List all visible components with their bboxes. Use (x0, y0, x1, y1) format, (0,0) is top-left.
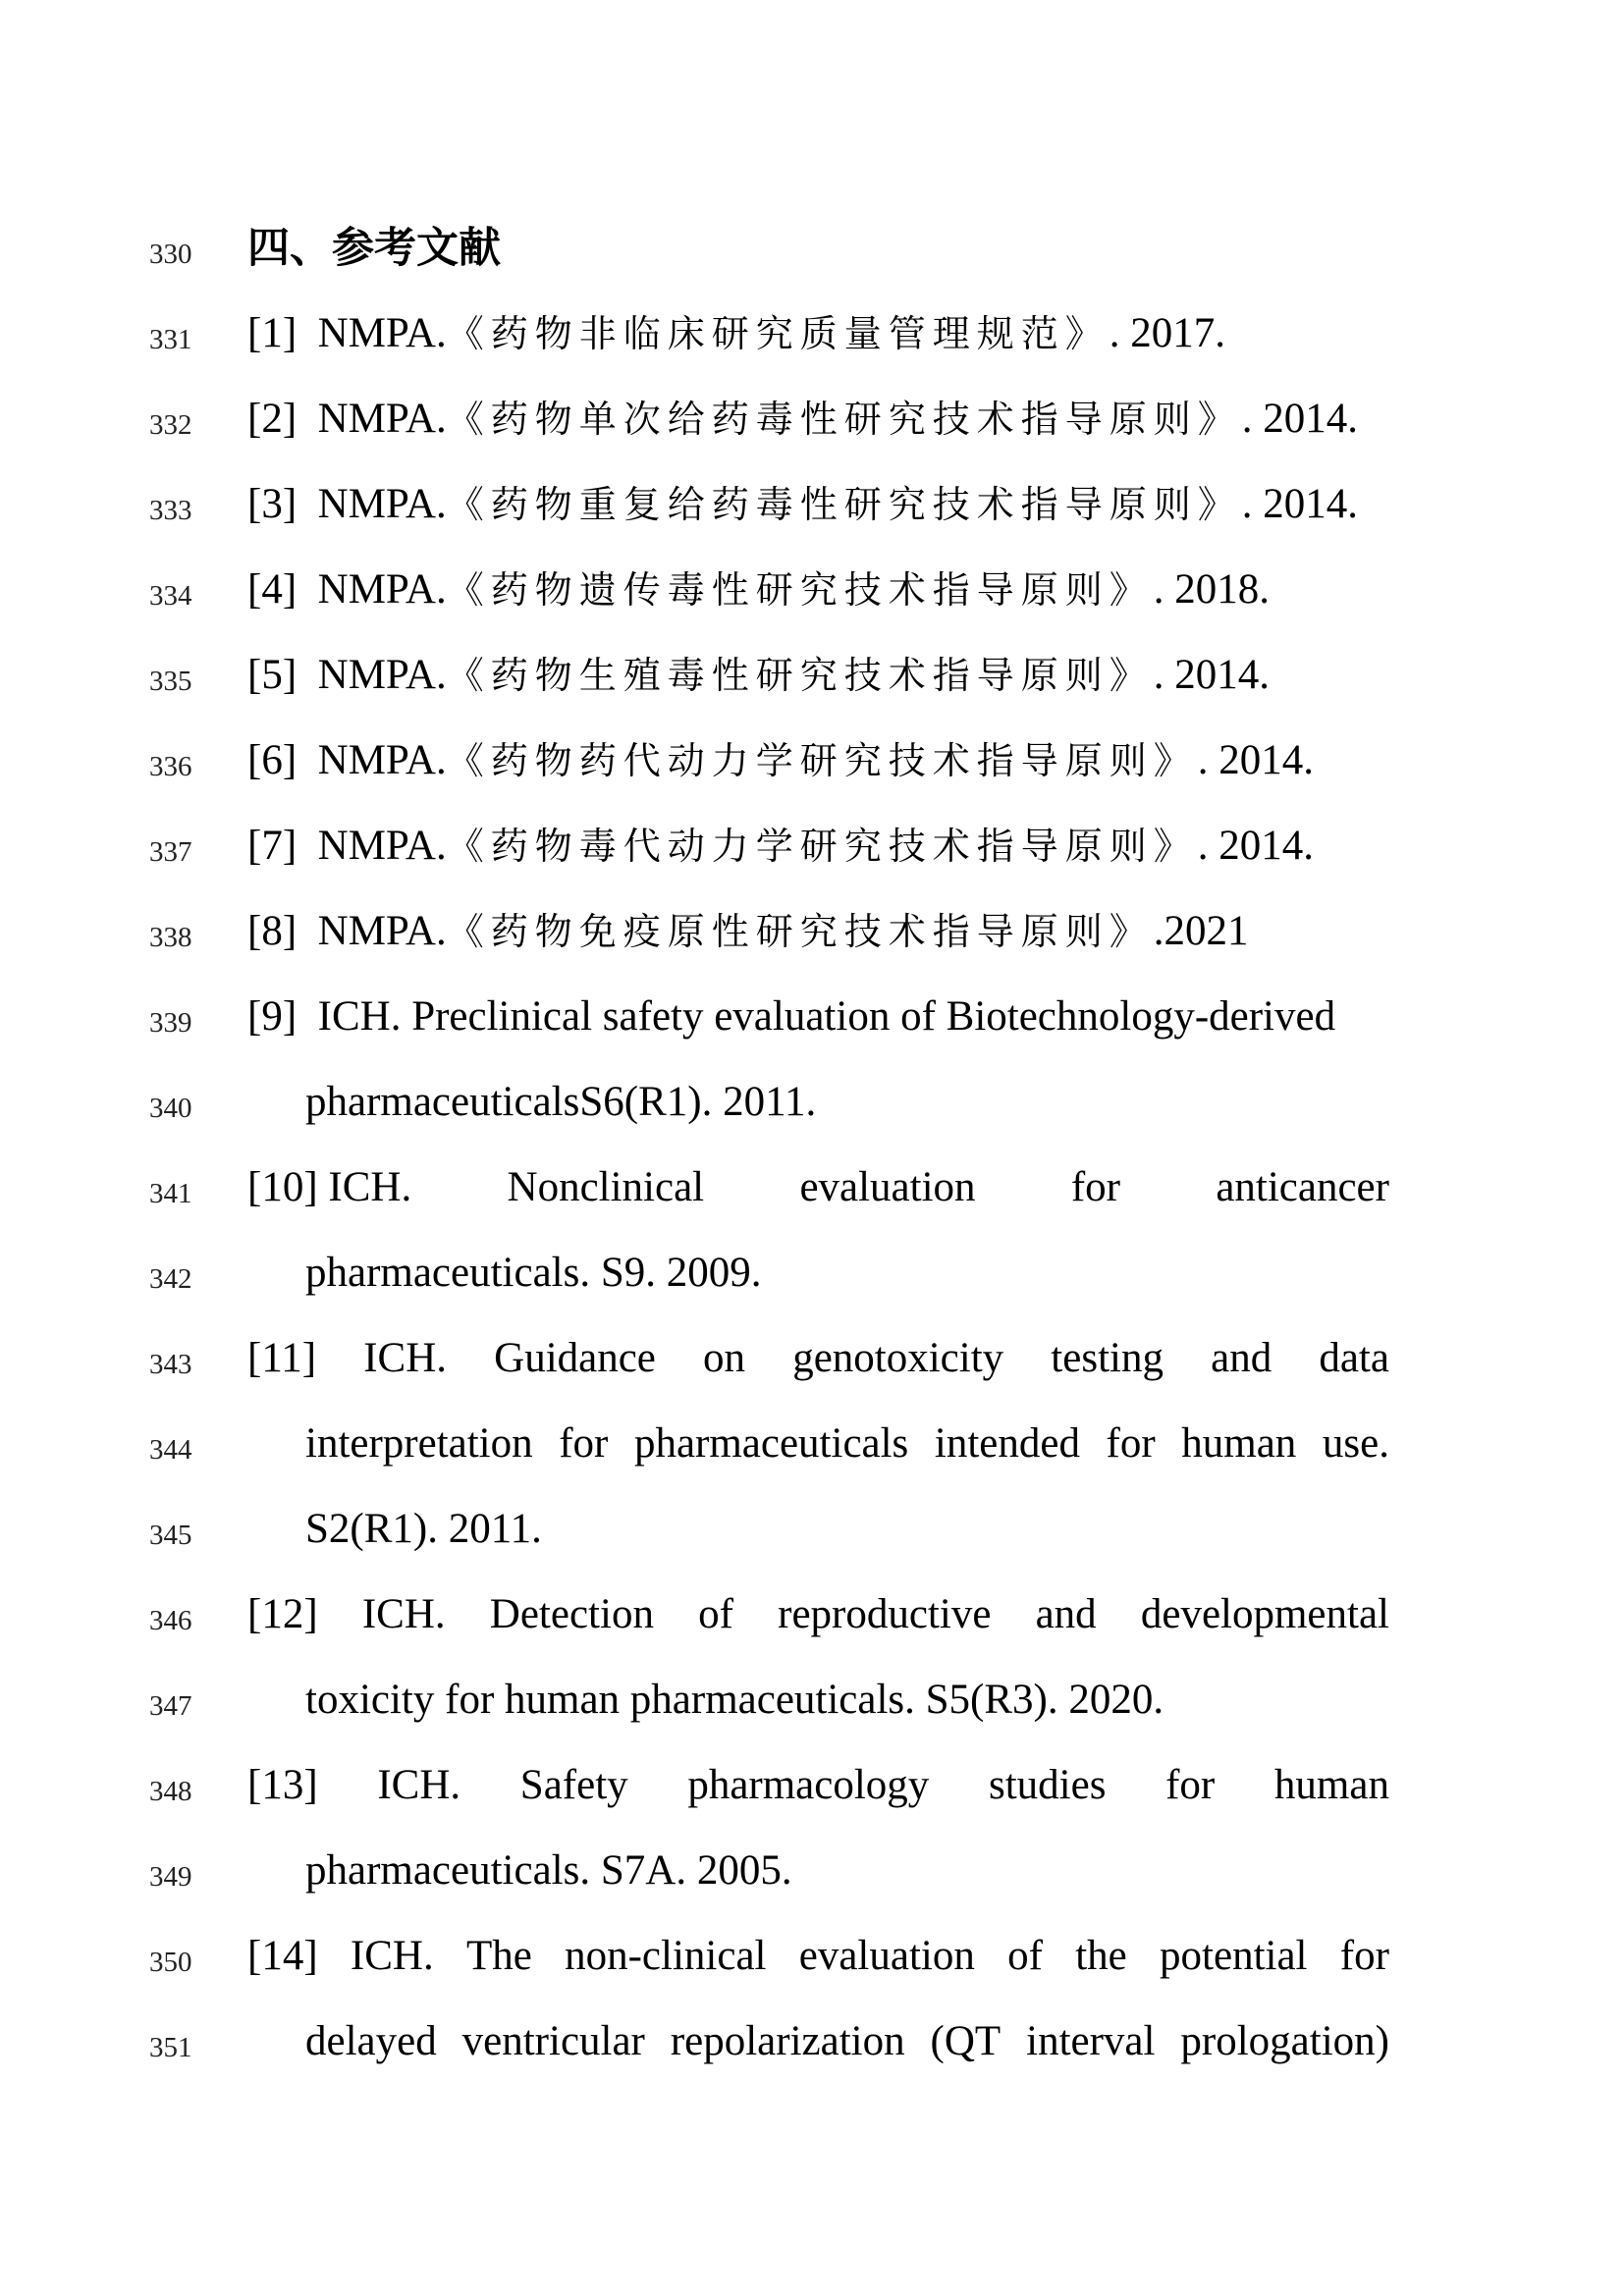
line-number: 344 (149, 1434, 192, 1466)
reference-12-line-1 (247, 1588, 1389, 1641)
reference-number: [6] (247, 737, 298, 783)
word: pharmacology (687, 1762, 930, 1808)
reference-7 (247, 820, 1314, 873)
reference-3 (247, 478, 1358, 531)
word: human (1273, 1762, 1389, 1808)
line-338 (0, 901, 1624, 960)
reference-number: [1] (247, 310, 298, 356)
reference-14-line-1 (247, 1930, 1389, 1983)
reference-number: [3] (247, 481, 298, 527)
word: (QT (930, 2018, 1001, 2064)
word: interval (1026, 2018, 1156, 2064)
line-335 (0, 645, 1624, 704)
reference-org: NMPA. (317, 737, 447, 783)
reference-title: 《药物药代动力学研究技术指导原则》 (446, 739, 1198, 782)
word: intended (934, 1420, 1080, 1467)
line-333 (0, 474, 1624, 533)
word: on (703, 1335, 746, 1381)
word: Detection (489, 1591, 654, 1637)
word: developmental (1140, 1591, 1389, 1637)
line-number: 331 (149, 324, 192, 355)
reference-year: . 2014. (1197, 823, 1314, 869)
line-number: 338 (149, 922, 192, 953)
word: ICH. (361, 1591, 446, 1637)
line-number: 348 (149, 1776, 192, 1807)
word: [14] (247, 1933, 318, 1979)
word: human (1181, 1420, 1297, 1467)
section-heading: 四、参考文献 (247, 224, 501, 273)
line-334 (0, 560, 1624, 618)
line-346 (0, 1584, 1624, 1643)
reference-10-line-2: pharmaceuticals. S9. 2009. (305, 1250, 762, 1296)
reference-number: [7] (247, 823, 298, 869)
word: interpretation (305, 1420, 533, 1467)
reference-6 (247, 734, 1314, 787)
reference-11-line-2 (305, 1417, 1389, 1470)
line-number: 346 (149, 1605, 192, 1636)
line-number: 351 (149, 2032, 192, 2063)
reference-org: NMPA. (317, 310, 447, 356)
line-number: 345 (149, 1520, 192, 1551)
word: the (1075, 1933, 1127, 1979)
word: testing (1051, 1335, 1164, 1381)
reference-year: . 2014. (1241, 481, 1358, 527)
reference-org: NMPA. (317, 566, 447, 613)
word: [10] ICH. (247, 1164, 412, 1210)
reference-10-line-1 (247, 1161, 1389, 1214)
word: non-clinical (565, 1933, 767, 1979)
line-344 (0, 1414, 1624, 1472)
word: Safety (519, 1762, 628, 1808)
line-number: 334 (149, 580, 192, 612)
reference-year: . 2014. (1197, 737, 1314, 783)
line-number: 343 (149, 1349, 192, 1380)
line-340 (0, 1072, 1624, 1131)
line-351 (0, 2011, 1624, 2070)
line-342 (0, 1243, 1624, 1302)
word: use. (1322, 1420, 1389, 1467)
reference-1 (247, 307, 1225, 360)
line-347 (0, 1670, 1624, 1729)
line-number: 330 (149, 239, 192, 270)
word: evaluation (799, 1164, 976, 1210)
line-number: 341 (149, 1178, 192, 1209)
word: for (1070, 1164, 1120, 1210)
reference-year: .2021 (1153, 908, 1249, 954)
word: ICH. (377, 1762, 461, 1808)
reference-title: 《药物非临床研究质量管理规范》 (446, 312, 1110, 355)
reference-title: 《药物免疫原性研究技术指导原则》 (446, 910, 1154, 953)
line-number: 349 (149, 1861, 192, 1893)
word: for (1165, 1762, 1216, 1808)
reference-org: NMPA. (317, 652, 447, 698)
reference-org: NMPA. (317, 908, 447, 954)
word: The (465, 1933, 532, 1979)
reference-5 (247, 649, 1270, 702)
word: for (1339, 1933, 1389, 1979)
line-number: 336 (149, 751, 192, 782)
word: potential (1160, 1933, 1308, 1979)
reference-number: [2] (247, 396, 298, 442)
word: of (1007, 1933, 1043, 1979)
word: ICH. (363, 1335, 447, 1381)
reference-9-line-1: [9] ICH. Preclinical safety evaluation of Biotechnology-derived (247, 993, 1336, 1040)
line-number: 342 (149, 1263, 192, 1295)
word: data (1319, 1335, 1389, 1381)
reference-12-line-2: toxicity for human pharmaceuticals. S5(R3). 2020. (305, 1677, 1164, 1723)
word: Nonclinical (507, 1164, 705, 1210)
reference-9-line-2: pharmaceuticalsS6(R1). 2011. (305, 1079, 817, 1125)
line-number: 333 (149, 495, 192, 526)
word: [12] (247, 1591, 318, 1637)
word: [11] (247, 1335, 317, 1381)
line-336 (0, 730, 1624, 789)
line-350 (0, 1926, 1624, 1985)
reference-title: 《药物毒代动力学研究技术指导原则》 (446, 825, 1198, 868)
reference-org: NMPA. (317, 481, 447, 527)
reference-title: 《药物单次给药毒性研究技术指导原则》 (446, 398, 1242, 441)
reference-13-line-1 (247, 1759, 1389, 1812)
word: ICH. (350, 1933, 434, 1979)
line-number: 335 (149, 666, 192, 697)
word: evaluation (798, 1933, 975, 1979)
word: ventricular (461, 2018, 645, 2064)
word: anticancer (1216, 1164, 1389, 1210)
reference-2 (247, 393, 1358, 446)
word: repolarization (670, 2018, 905, 2064)
word: of (698, 1591, 733, 1637)
line-343 (0, 1328, 1624, 1387)
reference-year: . 2017. (1109, 310, 1225, 356)
line-330 (0, 218, 1624, 277)
line-337 (0, 816, 1624, 875)
word: and (1211, 1335, 1272, 1381)
reference-8 (247, 905, 1248, 958)
word: genotoxicity (792, 1335, 1004, 1381)
word: for (559, 1420, 609, 1467)
word: reproductive (778, 1591, 992, 1637)
word: delayed (305, 2018, 437, 2064)
reference-year: . 2018. (1153, 566, 1270, 613)
line-number: 350 (149, 1947, 192, 1978)
reference-number: [8] (247, 908, 298, 954)
reference-year: . 2014. (1241, 396, 1358, 442)
word: [13] (247, 1762, 318, 1808)
reference-title: 《药物生殖毒性研究技术指导原则》 (446, 654, 1154, 697)
word: pharmaceuticals (633, 1420, 909, 1467)
reference-title: 《药物重复给药毒性研究技术指导原则》 (446, 483, 1242, 526)
line-349 (0, 1841, 1624, 1899)
reference-4 (247, 563, 1270, 616)
reference-org: NMPA. (317, 396, 447, 442)
line-345 (0, 1499, 1624, 1558)
reference-11-line-3: S2(R1). 2011. (305, 1506, 542, 1552)
line-number: 337 (149, 836, 192, 868)
reference-13-line-2: pharmaceuticals. S7A. 2005. (305, 1847, 792, 1894)
word: studies (988, 1762, 1107, 1808)
line-341 (0, 1157, 1624, 1216)
word: and (1035, 1591, 1097, 1637)
line-348 (0, 1755, 1624, 1814)
line-number: 340 (149, 1093, 192, 1124)
reference-14-line-2 (305, 2015, 1389, 2068)
reference-number: [4] (247, 566, 298, 613)
word: for (1106, 1420, 1156, 1467)
line-332 (0, 389, 1624, 448)
line-number: 347 (149, 1690, 192, 1722)
word: prologation) (1180, 2018, 1389, 2064)
word: Guidance (494, 1335, 656, 1381)
reference-11-line-1 (247, 1332, 1389, 1385)
line-number: 339 (149, 1007, 192, 1039)
reference-year: . 2014. (1153, 652, 1270, 698)
line-339 (0, 987, 1624, 1045)
line-331 (0, 303, 1624, 362)
reference-org: NMPA. (317, 823, 447, 869)
line-number: 332 (149, 409, 192, 441)
reference-number: [5] (247, 652, 298, 698)
reference-title: 《药物遗传毒性研究技术指导原则》 (446, 568, 1154, 612)
